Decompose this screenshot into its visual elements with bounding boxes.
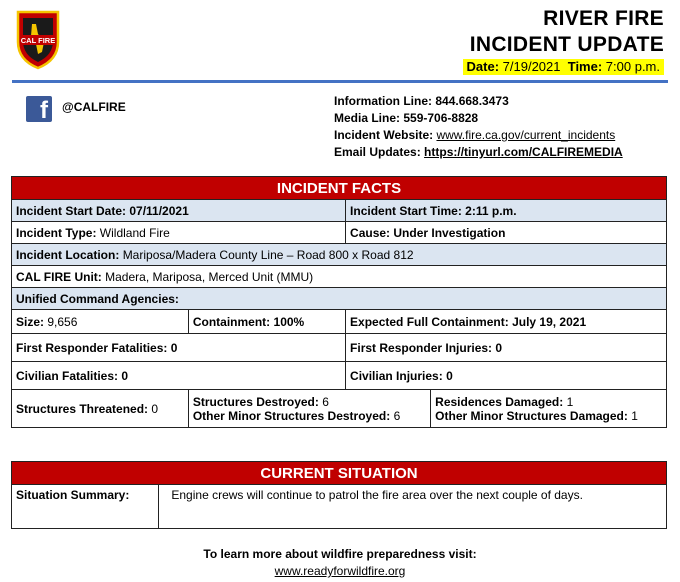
email-label: Email Updates: [334,145,421,159]
size-cell: Size: 9,656 [12,310,189,334]
title-line2: INCIDENT UPDATE [469,33,664,56]
structures-destroyed-cell: Structures Destroyed: 6 Other Minor Structures Destroyed: 6 [188,390,430,428]
first-responder-injuries-cell: First Responder Injuries: 0 [346,334,667,362]
media-line-value: 559-706-8828 [403,111,479,125]
incident-type-cell: Incident Type: Wildland Fire [12,222,346,244]
cal-fire-logo [14,8,62,70]
current-situation-heading: CURRENT SITUATION [12,462,667,485]
start-date-cell: Incident Start Date: 07/11/2021 [12,200,346,222]
current-situation-table [11,461,667,529]
website-label: Incident Website: [334,128,434,142]
date-label: Date: [466,59,500,74]
civilian-fatalities-cell: Civilian Fatalities: 0 [12,362,346,390]
unified-command-cell: Unified Command Agencies: [12,288,667,310]
structures-threatened-cell: Structures Threatened: 0 [12,390,189,428]
contact-block [334,93,623,161]
media-line-label: Media Line: [334,111,401,125]
date-value: 7/19/2021 [502,59,561,74]
civilian-injuries-cell: Civilian Injuries: 0 [346,362,667,390]
svg-text:CAL FIRE: CAL FIRE [20,36,56,45]
cause-cell: Cause: Under Investigation [346,222,667,244]
situation-summary-label: Situation Summary: [12,485,159,529]
location-cell: Incident Location: Mariposa/Madera County Line – Road 800 x Road 812 [12,244,667,266]
incident-facts-table [11,176,667,428]
start-time-cell: Incident Start Time: 2:11 p.m. [346,200,667,222]
first-responder-fatalities-cell: First Responder Fatalities: 0 [12,334,346,362]
footer-text: To learn more about wildfire preparedness visit: [203,547,477,561]
title-line1: RIVER FIRE [543,7,664,30]
date-time-line [463,59,664,75]
expected-containment-cell: Expected Full Containment: July 19, 2021 [346,310,667,334]
email-link[interactable]: https://tinyurl.com/CALFIREMEDIA [424,145,623,159]
website-link[interactable]: www.fire.ca.gov/current_incidents [436,128,616,142]
time-value: 7:00 p.m. [605,59,660,74]
time-label: Time: [567,59,603,74]
social-handle[interactable]: @CALFIRE [62,100,126,114]
facebook-icon[interactable]: f [26,96,52,122]
footer-link[interactable]: www.readyforwildfire.org [274,564,406,578]
footer [0,546,680,580]
damaged-cell: Residences Damaged: 1 Other Minor Structures Damaged: 1 [431,390,667,428]
incident-facts-heading: INCIDENT FACTS [12,177,667,200]
header-rule [12,80,668,83]
info-line-value: 844.668.3473 [435,94,509,108]
unit-cell: CAL FIRE Unit: Madera, Mariposa, Merced Unit (MMU) [12,266,667,288]
info-line-label: Information Line: [334,94,432,108]
situation-summary-text: Engine crews will continue to patrol the fire area over the next couple of days. [159,485,667,529]
title-block [463,6,664,76]
containment-cell: Containment: 100% [188,310,345,334]
